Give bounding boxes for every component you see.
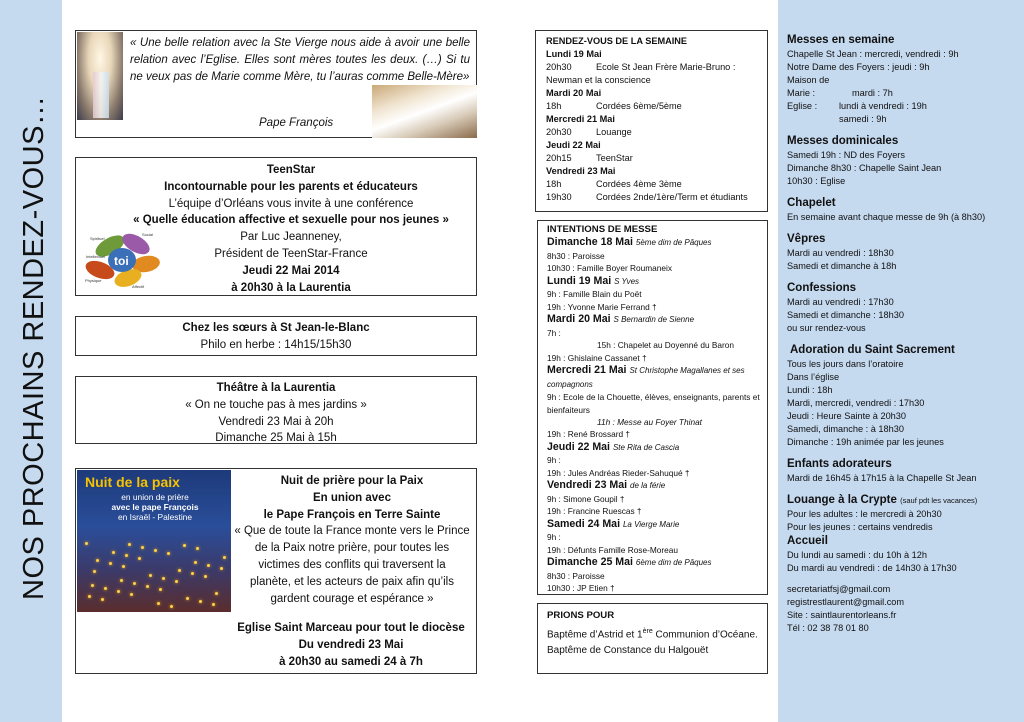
teenstar-line: à 20h30 à la Laurentia (231, 281, 351, 294)
quote-box (75, 30, 477, 138)
intention-day: Samedi 24 Mai La Vierge Marie (547, 517, 680, 530)
nuit-line: de la Paix notre prière, pour toutes les (254, 542, 450, 555)
rendezvous-day: Lundi 19 Mai (546, 49, 602, 59)
section-heading: Accueil (787, 535, 828, 547)
nuit-paix-text (228, 473, 476, 607)
intention-day: Mardi 20 Mai S Bernardin de Sienne (547, 313, 695, 326)
svg-text:Intellectuel: Intellectuel (86, 254, 106, 259)
section-heading: Louange à la Crypte (sauf pdt les vacances) (787, 494, 978, 506)
nuit-line: En union avec (313, 491, 391, 504)
theatre-line: Dimanche 25 Mai à 15h (215, 432, 337, 445)
rendezvous-item (546, 191, 767, 204)
soeurs-box (75, 316, 477, 356)
rendezvous-text: TeenStar (596, 153, 633, 163)
rendezvous-time: 19h30 (546, 192, 572, 202)
nuit-line: gardent courage et espérance » (270, 592, 434, 605)
poster-sub: avec le pape François (111, 502, 199, 512)
rendezvous-time: 20h30 (546, 127, 572, 137)
section-heading: Messes dominicales (787, 135, 899, 147)
intention-day: Vendredi 23 Mai de la férie (547, 479, 666, 492)
theatre-box (75, 376, 477, 444)
intention-item: 9h : Famille Blain du Poët (547, 289, 642, 300)
rendezvous-text: Ecole St Jean Frère Marie-Bruno : (596, 62, 736, 72)
intention-item: 9h : (547, 455, 561, 466)
intention-item: 15h : Chapelet au Doyenné du Baron (597, 340, 734, 351)
intention-day: Dimanche 18 Mai 5ème dim de Pâques (547, 236, 712, 249)
nuit-line: victimes des conflits qui traversent la (258, 558, 446, 571)
poster-sub: en union de prière (121, 492, 189, 502)
rendezvous-time: 18h (546, 179, 562, 189)
rendezvous-item (546, 61, 767, 74)
intention-day: Mercredi 21 Mai St Christophe Magallanes et ses compagnons (547, 364, 745, 389)
intention-item: 19h : Jules Andréas Rieder-Sahuqué † (547, 467, 690, 478)
nuit-line: planète, et les acteurs de paix afin qu’ils (250, 575, 454, 588)
intentions-list (547, 236, 767, 594)
teenstar-toi-logo (84, 226, 162, 290)
svg-text:Spirituel: Spirituel (90, 236, 105, 241)
poster-sub: en Israël - Palestine (117, 512, 193, 522)
pope-photo (372, 85, 477, 138)
nuit-footer-line: à 20h30 au samedi 24 à 7h (279, 655, 423, 668)
intention-item: 8h30 : Paroisse (547, 570, 605, 581)
intention-item: 8h30 : Paroisse (547, 251, 605, 261)
email-link[interactable]: secretariatfsj@gmail.com (787, 584, 891, 594)
rendezvous-list (546, 48, 767, 204)
rendezvous-title: RENDEZ-VOUS DE LA SEMAINE (546, 36, 688, 46)
intention-item: 9h : Simone Goupil † (547, 493, 625, 504)
rendezvous-item (546, 126, 767, 139)
teenstar-line: TeenStar (266, 164, 316, 176)
intention-item: 10h30 : Famille Boyer Roumaneix (547, 263, 672, 274)
section-heading: Vêpres (787, 233, 826, 245)
intention-item: 9h : Ecole de la Chouette, élèves, enseignants, parents et bienfaiteurs (547, 392, 760, 415)
prions-box (537, 603, 768, 674)
toi-logo-text: toi (114, 254, 129, 268)
intention-day-note: 6ème dim de Pâques (635, 558, 712, 568)
poster-title: Nuit de la paix (85, 474, 180, 490)
intention-day-note: de la férie (630, 481, 666, 491)
rendezvous-item (546, 178, 767, 191)
nuit-paix-box (75, 468, 477, 674)
rendezvous-time: 18h (546, 101, 562, 111)
intention-item: 19h : Francine Ruescas † (547, 506, 642, 517)
rendezvous-day: Jeudi 22 Mai (546, 140, 601, 150)
rendezvous-day: Vendredi 23 Mai (546, 166, 616, 176)
teenstar-line: Jeudi 22 Mai 2014 (242, 264, 340, 277)
intention-day: Jeudi 22 Mai Ste Rita de Cascia (547, 440, 680, 453)
prions-line: Baptême d’Astrid et 1ère Communion d’Océane. (547, 628, 758, 641)
svg-text:Physique: Physique (85, 278, 102, 283)
intention-item: 19h : Yvonne Marie Ferrand † (547, 301, 657, 312)
intention-item: 19h : Défunts Famille Rose-Moreau (547, 544, 678, 555)
section-heading: Chapelet (787, 197, 836, 209)
teenstar-line: L’équipe d’Orléans vous invite à une conférence (168, 197, 414, 210)
section-heading: Confessions (787, 282, 857, 294)
teenstar-line: Par Luc Jeanneney, (240, 231, 342, 244)
intention-item: 11h : Messe au Foyer Thinat (597, 417, 702, 428)
section-heading: Messes en semaine (787, 34, 895, 46)
intention-day-note: 5ème dim de Pâques (635, 238, 712, 248)
svg-text:Social: Social (142, 232, 153, 237)
intention-day-note: S Yves (614, 276, 640, 286)
nuit-line: Nuit de prière pour la Paix (280, 475, 424, 487)
rendezvous-text: Louange (596, 127, 632, 137)
teenstar-line: Incontournable pour les parents et éducateurs (164, 180, 418, 193)
intention-day-note: S Bernardin de Sienne (613, 315, 695, 325)
intention-item: 19h : Ghislaine Cassanet † (547, 352, 647, 363)
phone-number: Tél : 02 38 78 01 80 (787, 623, 869, 633)
soeurs-detail: Philo en herbe : 14h15/15h30 (200, 338, 352, 351)
intention-day-note: Ste Rita de Cascia (612, 442, 680, 452)
svg-text:Affectif: Affectif (132, 284, 145, 289)
nuit-paix-poster (77, 470, 231, 612)
prions-title: PRIONS POUR (547, 610, 615, 621)
section-heading: Enfants adorateurs (787, 458, 892, 470)
section-heading: Adoration du Saint Sacrement (790, 344, 955, 356)
rendezvous-time: 20h15 (546, 153, 572, 163)
intention-item: 7h : (547, 327, 561, 338)
rendezvous-item (546, 152, 767, 165)
quote-author: Pape François (259, 117, 334, 129)
intention-day-note: La Vierge Marie (622, 519, 680, 529)
rendezvous-time: 20h30 (546, 62, 572, 72)
nuit-footer-line: Eglise Saint Marceau pour tout le diocèse (237, 622, 465, 634)
soeurs-title: Chez les sœurs à St Jean-le-Blanc (182, 322, 370, 334)
intention-day-note: St Christophe Magallanes et ses compagnons (547, 366, 745, 389)
rendezvous-item: Newman et la conscience (546, 75, 651, 85)
intentions-box (537, 220, 768, 595)
theatre-line: Vendredi 23 Mai à 20h (218, 415, 334, 428)
intention-item: 10h30 : JP Etien † (547, 583, 615, 594)
rendezvous-day: Mercredi 21 Mai (546, 114, 615, 124)
intention-day: Dimanche 25 Mai 6ème dim de Pâques (547, 556, 712, 569)
rendezvous-box (535, 30, 768, 212)
intention-item: 9h : (547, 532, 561, 543)
teenstar-line: Président de TeenStar-France (214, 247, 368, 260)
intention-item: 19h : René Brossard † (547, 429, 631, 440)
website-link[interactable]: Site : saintlaurentorleans.fr (787, 610, 897, 620)
intentions-title: INTENTIONS DE MESSE (547, 224, 658, 235)
theatre-line: « On ne touche pas à mes jardins » (185, 398, 367, 411)
side-title: NOS PROCHAINS RENDEZ-VOUS… (18, 95, 50, 600)
teenstar-box (75, 157, 477, 296)
quote-text: « Une belle relation avec la Ste Vierge nous aide à avoir une belle relation avec l’Eglise. Elles sont mères toutes les deux. (…) Si tu ne veux pas de Marie comme Mère, tu l’auras comme Belle-Mère» (130, 37, 470, 83)
rendezvous-day: Mardi 20 Mai (546, 88, 602, 98)
rendezvous-text: Cordées 6ème/5ème (596, 101, 682, 111)
rendezvous-text: Cordées 2nde/1ère/Term et étudiants (596, 192, 748, 202)
nuit-line: le Pape François en Terre Sainte (263, 508, 441, 521)
nuit-line: « Que de toute la France monte vers le Prince (234, 525, 470, 538)
teenstar-line: « Quelle éducation affective et sexuelle pour nos jeunes » (133, 214, 449, 227)
theatre-title: Théâtre à la Laurentia (216, 382, 336, 394)
right-column: Messes en semaine Chapelle St Jean : mercredi, vendredi : 9h Notre Dame des Foyers : jeudi : 9h Maison de Marie : mardi : 7h Eglise : lundi à vendredi : 19h samedi : 9h Messes dominicales Samedi 19h : ND des Foyers Dimanche 8h30 : Chapelle Saint Jean 10h30 : Eglise Chapelet En semaine avant chaque messe de 9h (à 8h30) Vêpres Mardi au vendredi : 18h30 Samedi et dimanche à 18h Confessions Mardi au vendredi : 17h30 Samedi et dimanche : 18h30 ou sur rendez-vous Adoration du Saint Sacrement Tous les jours dans l’oratoire Dans l’église Lundi : 18h Mardi, mercredi, vendredi : 17h30 Jeudi : Heure Sainte à 20h30 Samedi, dimanche : à 18h30 Dimanche : 19h animée par les jeunes Enfants adorateurs Mardi de 16h45 à 17h15 à la Chapelle St Jean Louange à la Crypte (sauf pdt les vacances) Pour les adultes : le mercredi à 20h30 Pour les jeunes : certains vendredis Accueil Du lundi au samedi : du 10h à 12h Du mardi au vendredi : de 14h30 à 17h30 secretariatfsj@gmail.com registrestlaurent@gmail.com Site : saintlaurentorleans.fr Tél : 02 38 78 01 80 (787, 33, 1017, 635)
rendezvous-item (546, 100, 767, 113)
prions-line: Baptême de Constance du Halgouët (547, 645, 709, 657)
nuit-footer-line: Du vendredi 23 Mai (298, 638, 404, 651)
rendezvous-text: Cordées 4ème 3ème (596, 179, 682, 189)
intention-day: Lundi 19 Mai S Yves (547, 274, 640, 287)
divine-mercy-image (77, 32, 123, 120)
email-link[interactable]: registrestlaurent@gmail.com (787, 597, 905, 607)
